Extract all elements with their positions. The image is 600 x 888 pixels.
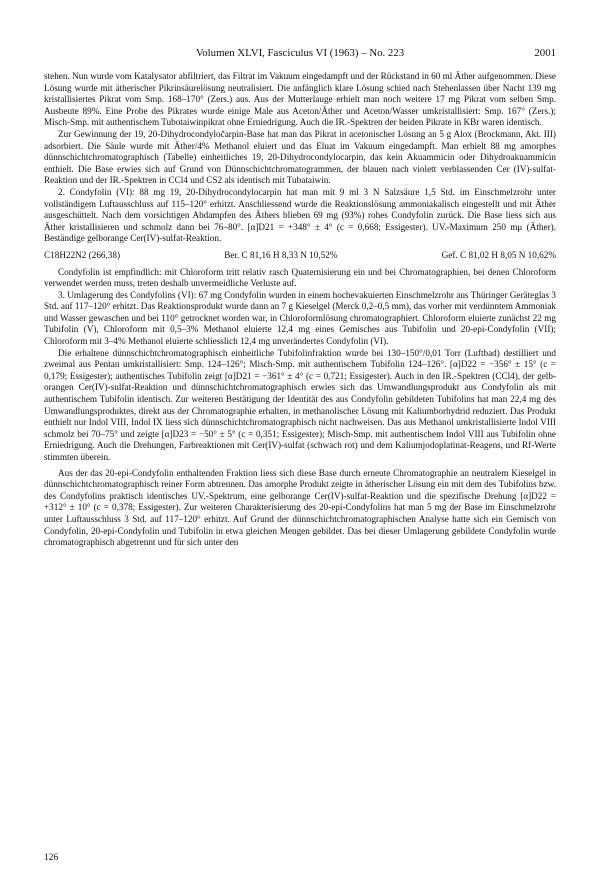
analysis-found: Gef. C 81,02 H 8,05 N 10,62%: [441, 249, 556, 260]
molecular-formula: C18H22N2 (266,38): [44, 249, 121, 260]
paragraph-4: Condyfolin ist empfindlich: mit Chloroform tritt relativ rasch Quaternisierung ein und bei Chromatographien, bei denen Chloroform verwendet werden muss, treten deshalb unvermeidliche Verluste auf.: [44, 266, 556, 289]
article-body: [44, 71, 556, 549]
paragraph-3: 2. Condyfolin (VI): 88 mg 19, 20-Dihydrocondylocarpin hat man mit 9 ml 3 N Salzsäure 1,5 Std. im Einschmelzrohr unter vollständigem Luftausschluss auf 115–120° erhitzt. Anschliessend wurde die Reaktionslösung ammoniakalisch eingestellt und mit Äther ausgeschüttelt. Nach dem vorsichtigen Abdampfen des Äthers blieben 69 mg (93%) rohes Condyfolin zurück. Die Base liess sich aus Äther kristallisieren und schmolz dann bei 76–80°. [α]D21 = +348° ± 4° (c = 0,668; Essigester). UV.-Maximum 250 mμ (Äther). Beständige gelborange Cer(IV)-sulfat-Reaktion.: [44, 186, 556, 244]
paragraph-6: Die erhaltene dünnschichtchromatographisch einheitliche Tubifolinfraktion wurde bei 130–150°/0,01 Torr (Luftbad) destilliert und zweimal aus Pentan umkristallisiert: Smp. 124–126°; Misch-Smp. mit authentischem Tubifolin 124–126°. [α]D22 = −356° ± 15° (c = 0,179; Essigester); authentisches Tubifolin zeigt [α]D21 = −361° ± 4° (c = 0,721; Essigester). Auch in den IR.-Spektren (CCl4), der gelb-orangen Cer(IV)-sulfat-Reaktion und dünnschichtchromatographisch erwies sich das Umwandlungsprodukt aus Condyfolin als mit authentischem Tubifolin identisch. Zur weiteren Bestätigung der Identität des aus Condyfolin gebildeten Tubifolins hat man 22,4 mg des Umwandlungsproduktes, direkt aus der Chromatographie erhalten, in methanolischer Lösung mit Kaliumborhydrid reduziert. Das Produkt enthielt nur Indol VIII, Indol IX liess sich dünnschichtchromatographisch nicht nachweisen. Das aus Methanol umkristallisierte Indol VIII schmolz bei 70–75° und zeigte [α]D23 = −50° ± 5° (c = 0,351; Essigester); Misch-Smp. mit authentischem Indol VIII aus Tubifolin ohne Erniedrigung. Auch die Drehungen, Farbreaktionen mit Cer(IV)-sulfat (schwach rot) und dem Kaliumjodoplatinat-Reagens, und Rf-Werte stimmten überein.: [44, 347, 556, 462]
paragraph-5: 3. Umlagerung des Condyfolins (VI): 67 mg Condyfolin wurden in einem hochevakuierten Einschmelzrohr aus Thüringer Geräteglas 3 Std. auf 117–120° erhitzt. Das Reaktionsprodukt wurde dann an 7 g Kieselgel (Merck 0,2–0,5 mm), das vorher mit verdünntem Ammoniak und Wasser gewaschen und bei 110° getrocknet worden war, in Chloroformlösung chromatographiert. Chloroform eluierte zunächst 22 mg Tubifolin (V), Chloroform mit 0,5–3% Methanol eluierte 12,4 mg eines Gemisches aus Tubifolin und 20-epi-Condyfolin (VII); Chloroform mit 3–4% Methanol eluierte schliesslich 12,4 mg unverändertes Condyfolin (VI).: [44, 289, 556, 347]
page-number: 2001: [534, 47, 556, 59]
running-header: [44, 47, 556, 61]
analysis-calculated: Ber. C 81,16 H 8,33 N 10,52%: [224, 249, 338, 260]
paragraph-1: stehen. Nun wurde vom Katalysator abfiltriert, das Filtrat im Vakuum eingedampft und der Rückstand in 60 ml Äther aufgenommen. Diese Lösung wurde mit ätherischer Pikrinsäurelösung neutralisiert. Die anfänglich klare Lösung schied nach Stehenlassen über Nacht 139 mg kristallisiertes Pikrat vom Smp. 168–170° (Zers.) aus. Aus der Mutterlauge erhielt man noch weitere 17 mg Pikrat vom selben Smp. Ausbeute 89%. Eine Probe des Pikrates wurde einige Male aus Aceton/Äther und Aceton/Wasser umkristallisiert: Smp. 167° (Zers.); Misch-Smp. mit authentischem Tubotaiwinpikrat ohne Erniedrigung. Auch die IR.-Spektren der beiden Pikrate in KBr waren identisch.: [44, 71, 556, 128]
footer-number: 126: [44, 853, 59, 863]
paragraph-7: Aus der das 20-epi-Condyfolin enthaltenden Fraktion liess sich diese Base durch erneute Chromatographie an neutralem Kieselgel in dünnschichtchromatographisch reiner Form abtrennen. Das amorphe Produkt zeigte in ätherischer Lösung ein mit dem des Tubifolins bzw. des Condyfolins praktisch identisches UV.-Spektrum, eine gelborange Cer(IV)-sulfat-Reaktion und die spezifische Drehung [α]D22 = +312° ± 10° (c = 0,378; Essigester). Zur weiteren Charakterisierung des 20-epi-Condyfolins hat man 5 mg der Base im Einschmelzrohr unter Luftausschluss 3 Std. auf 117–120° erhitzt. Auf Grund der dünnschichtchromatographischen Analyse hatte sich ein Gemisch von Condyfolin, 20-epi-Condyfolin und Tubifolin in etwa gleichen Mengen gebildet. Das bei dieser Umlagerung gebildete Condyfolin wurde chromatographisch abgetrennt und für sich unter den: [44, 467, 556, 548]
elemental-analysis-line: [44, 250, 556, 262]
paragraph-2: Zur Gewinnung der 19, 20-Dihydrocondyločarpin-Base hat man das Pikrat in acetonischer Lösung an 5 g Alox (Brockmann, Akt. III) adsorbiert. Die Säule wurde mit Äther/4% Methanol eluiert und das Eluat im Vakuum eingedampft. Man erhielt 88 mg amorphes dünnschichtchromatographisch (Tabelle) einheitliches 19, 20-Dihydrocondylocarpin, das kein Akuammicin oder Dihydroakuammicin enthielt. Die Base erwies sich auf Grund von Dünnschichtchromatogrammen, der blauen nach violett verblassenden Cer (IV)-sulfat-Reaktion und der IR.-Spektren in CCl4 und CS2 als identisch mit Tubataiwin.: [44, 128, 556, 186]
journal-volume-title: Volumen XLVI, Fasciculus VI (1963) – No. 223: [195, 47, 405, 59]
